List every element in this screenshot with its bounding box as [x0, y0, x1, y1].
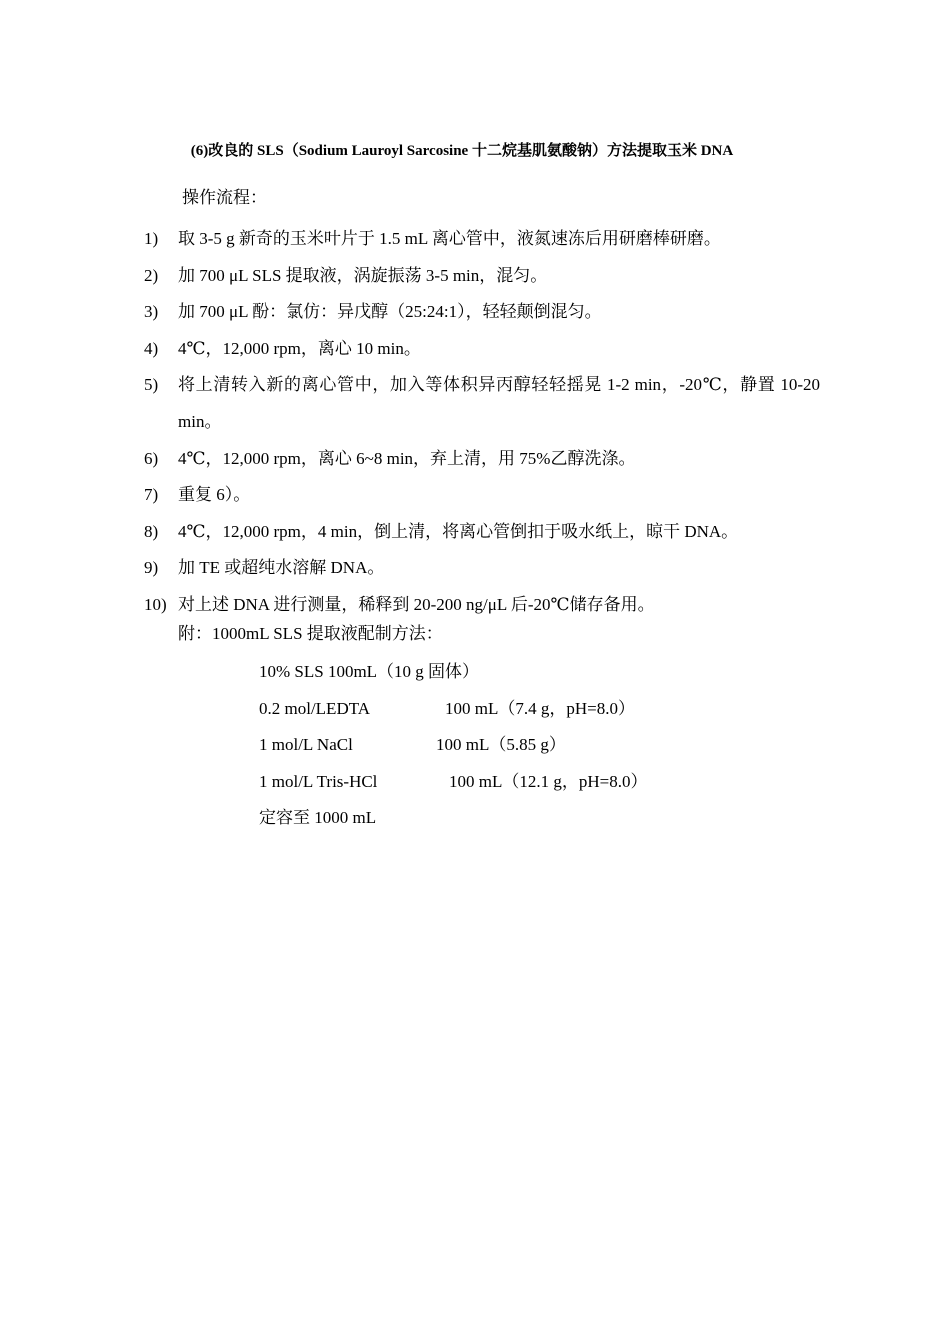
- procedure-step-1: [140, 221, 820, 258]
- procedure-step-7: [140, 477, 820, 514]
- step-number: 7): [144, 485, 159, 505]
- procedure-step-8: [140, 514, 820, 551]
- step-text: 对上述 DNA 进行测量，稀释到 20-200 ng/μL 后-20℃储存备用。: [178, 594, 655, 614]
- step-text: 4℃，12,000 rpm，离心 6~8 min，弃上清，用 75%乙醇洗涤。: [178, 448, 636, 468]
- procedure-steps: [140, 221, 820, 624]
- reagent-name: 1 mol/L NaCl: [259, 735, 353, 755]
- reagent-name: 定容至 1000 mL: [259, 808, 377, 828]
- document-title: (6)改良的 SLS（Sodium Lauroyl Sarcosine 十二烷基肌氨酸钠）方法提取玉米 DNA: [190, 143, 734, 159]
- step-number: 5): [144, 375, 159, 395]
- step-text: 4℃，12,000 rpm，离心 10 min。: [178, 338, 421, 358]
- step-text: 加 TE 或超纯水溶解 DNA。: [178, 558, 385, 578]
- procedure-step-5: [140, 367, 820, 440]
- procedure-step-4: [140, 331, 820, 368]
- reagent-amount: 100 mL（7.4 g，pH=8.0）: [445, 698, 635, 718]
- appendix-heading: 附：1000mL SLS 提取液配制方法：: [178, 624, 443, 643]
- procedure-step-9: [140, 550, 820, 587]
- reagent-name: 10% SLS 100mL（10 g 固体）: [259, 662, 480, 681]
- step-number: 6): [144, 448, 159, 468]
- procedure-heading: 操作流程：: [182, 188, 267, 207]
- step-text: 将上清转入新的离心管中，加入等体积异丙醇轻轻摇晃 1-2 min，-20℃，静置 10-20 min。: [178, 375, 820, 431]
- step-number: 8): [144, 521, 159, 541]
- procedure-step-6: [140, 441, 820, 478]
- step-number: 10): [144, 594, 167, 614]
- reagent-name: 0.2 mol/LEDTA: [259, 698, 371, 718]
- step-text: 取 3-5 g 新奇的玉米叶片于 1.5 mL 离心管中，液氮速冻后用研磨棒研磨。: [178, 229, 721, 248]
- reagent-name: 1 mol/L Tris-HCl: [259, 771, 378, 791]
- reagent-amount: 100 mL（12.1 g，pH=8.0）: [449, 771, 648, 791]
- step-text: 加 700 μL SLS 提取液，涡旋振荡 3-5 min，混匀。: [178, 265, 548, 285]
- step-number: 2): [144, 265, 159, 285]
- step-text: 重复 6）。: [178, 485, 251, 505]
- step-text: 4℃，12,000 rpm，4 min，倒上清，将离心管倒扣于吸水纸上，晾干 DNA。: [178, 521, 739, 541]
- procedure-step-10: [140, 587, 820, 624]
- step-number: 9): [144, 558, 159, 578]
- step-text: 加 700 μL 酚：氯仿：异戊醇（25:24:1），轻轻颠倒混匀。: [178, 302, 602, 322]
- step-number: 3): [144, 302, 159, 322]
- step-number: 4): [144, 338, 159, 358]
- procedure-step-2: [140, 258, 820, 295]
- step-number: 1): [144, 229, 159, 248]
- procedure-step-3: [140, 294, 820, 331]
- reagent-amount: 100 mL（5.85 g）: [436, 735, 566, 755]
